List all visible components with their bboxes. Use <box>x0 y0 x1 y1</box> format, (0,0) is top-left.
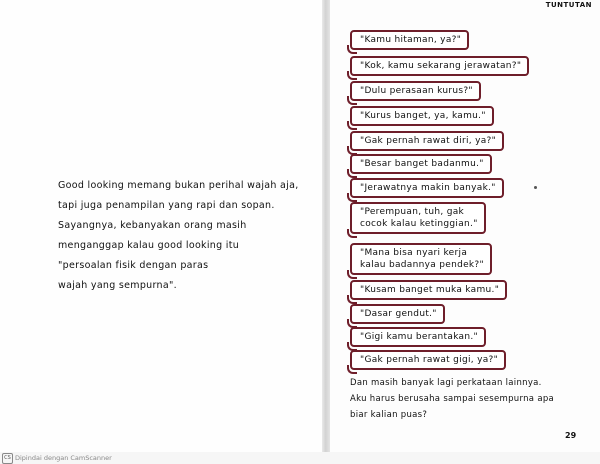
bubble-text: "Dulu perasaan kurus?" <box>360 86 473 96</box>
paragraph-line: Good looking memang bukan perihal wajah aja, <box>58 180 299 191</box>
bubble-tail <box>347 193 357 202</box>
speech-bubble <box>350 56 529 76</box>
bubble-tail <box>347 96 357 105</box>
bubble-tail <box>347 270 357 279</box>
speech-bubble <box>350 243 492 275</box>
paragraph-line: biar kalian puas? <box>350 410 428 420</box>
left-paragraph <box>58 176 320 296</box>
speech-bubble <box>350 280 507 300</box>
running-header: TUNTUTAN <box>545 1 592 9</box>
speech-bubble <box>350 350 506 370</box>
page-number: 29 <box>565 431 577 440</box>
scanner-watermark-text: Dipindai dengan CamScanner <box>15 454 112 462</box>
bubble-text: "Besar banget badanmu." <box>360 159 484 169</box>
paragraph-line: tapi juga penampilan yang rapi dan sopan. <box>58 200 275 211</box>
bubble-text: "Kok, kamu sekarang jerawatan?" <box>360 61 522 71</box>
bubble-text: "Gak pernah rawat diri, ya?" <box>360 136 497 146</box>
speech-bubble <box>350 202 486 234</box>
paragraph-line: Dan masih banyak lagi perkataan lainnya. <box>350 378 542 388</box>
paragraph-line: Aku harus berusaha sampai sesempurna apa <box>350 394 555 404</box>
bubble-text: "Kusam banget muka kamu." <box>360 285 500 295</box>
book-gutter <box>322 0 330 452</box>
bubble-text: cocok kalau ketinggian." <box>360 219 478 229</box>
ink-speck <box>534 186 537 189</box>
speech-bubble <box>350 106 494 126</box>
bubble-text: "Dasar gendut." <box>360 309 437 319</box>
camscanner-logo-icon: CS <box>2 453 13 464</box>
bubble-tail <box>347 229 357 238</box>
bubble-text: "Gigi kamu berantakan." <box>360 332 478 342</box>
right-paragraph <box>350 375 590 423</box>
speech-bubble <box>350 327 486 347</box>
bubble-text: "Gak pernah rawat gigi, ya?" <box>360 355 499 365</box>
bubble-tail <box>347 295 357 304</box>
bubble-text: "Kamu hitaman, ya?" <box>360 35 462 45</box>
speech-bubble <box>350 178 504 198</box>
bubble-text: "Kurus banget, ya, kamu." <box>360 111 486 121</box>
bubble-tail <box>347 71 357 80</box>
speech-bubble <box>350 30 469 50</box>
paragraph-line: "persoalan fisik dengan paras <box>58 260 209 271</box>
bubble-tail <box>347 365 357 374</box>
bubble-text: "Jerawatnya makin banyak." <box>360 183 496 193</box>
scanner-footer <box>0 452 600 464</box>
paragraph-line: wajah yang sempurna". <box>58 280 177 291</box>
speech-bubble <box>350 154 492 174</box>
bubble-text: "Mana bisa nyari kerja <box>360 248 468 258</box>
speech-bubble <box>350 81 481 101</box>
speech-bubble <box>350 304 445 324</box>
paragraph-line: Sayangnya, kebanyakan orang masih <box>58 220 247 231</box>
bubble-tail <box>347 169 357 178</box>
bubble-tail <box>347 121 357 130</box>
bubble-text: kalau badannya pendek?" <box>360 260 484 270</box>
bubble-text: "Perempuan, tuh, gak <box>360 207 465 217</box>
bubble-tail <box>347 45 357 54</box>
speech-bubble <box>350 131 504 151</box>
paragraph-line: menganggap kalau good looking itu <box>58 240 240 251</box>
